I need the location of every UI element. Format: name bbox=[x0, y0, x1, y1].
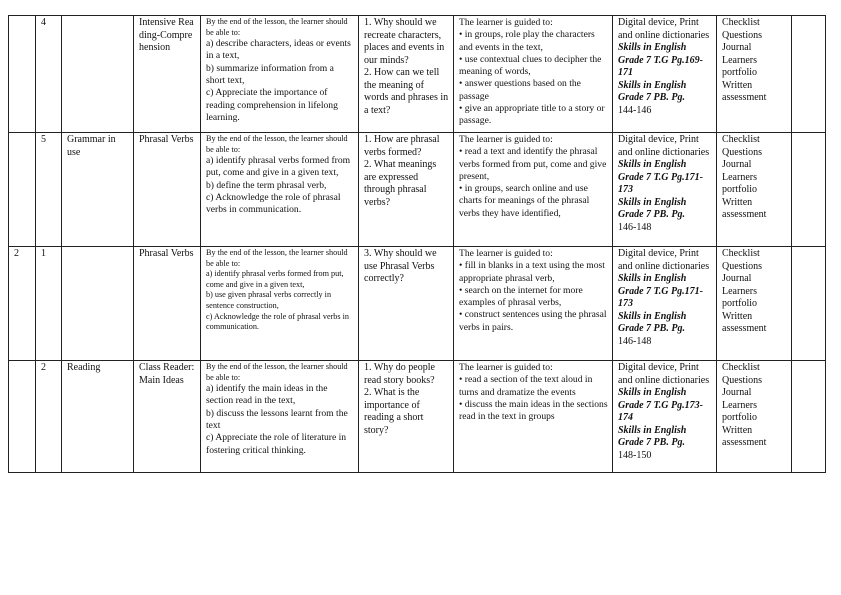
inquiry-questions-cell bbox=[359, 247, 454, 361]
resources-tg: Skills in English Grade 7 T.G Pg.169-171 bbox=[618, 42, 703, 78]
experiences-intro: The learner is guided to: bbox=[459, 248, 553, 259]
resources-tg: Skills in English Grade 7 T.G Pg.171-173 bbox=[618, 159, 703, 195]
resources-cell bbox=[613, 133, 717, 247]
remarks-cell bbox=[792, 133, 826, 247]
assessment-item: Checklist bbox=[722, 248, 760, 259]
resources-tg: Skills in English Grade 7 T.G Pg.173-174 bbox=[618, 387, 703, 423]
week-cell bbox=[9, 16, 36, 133]
experience-item: • read a section of the text aloud in turns and dramatize the events bbox=[459, 374, 593, 398]
strand-cell: Grammar in use bbox=[62, 133, 134, 247]
resources-cell bbox=[613, 247, 717, 361]
assessment-cell bbox=[717, 16, 792, 133]
outcome-item: c) Appreciate the importance of reading comprehension in lifelong learning. bbox=[206, 87, 338, 123]
inquiry-question: 3. Why should we use Phrasal Verbs correctly? bbox=[364, 248, 437, 284]
assessment-cell bbox=[717, 247, 792, 361]
experience-item: • search on the internet for more examples of phrasal verbs, bbox=[459, 284, 583, 309]
assessment-item: Written assessment bbox=[722, 196, 767, 220]
assessment-item: Written assessment bbox=[722, 79, 767, 103]
remarks-cell bbox=[792, 361, 826, 473]
assessment-item: Questions bbox=[722, 146, 762, 158]
inquiry-question: 2. What is the importance of reading a short story? bbox=[364, 387, 424, 436]
learning-experiences-cell bbox=[454, 361, 613, 473]
experiences-intro: The learner is guided to: bbox=[459, 17, 553, 28]
assessment-item: Checklist bbox=[722, 362, 760, 373]
outcome-item: a) describe characters, ideas or events in a text, bbox=[206, 38, 351, 62]
inquiry-question: 1. Why do people read story books? bbox=[364, 362, 435, 386]
outcome-item: a) identify the main ideas in the section read in the text, bbox=[206, 383, 328, 407]
table-row bbox=[9, 16, 826, 133]
outcome-item: b) discuss the lessons learnt from the text bbox=[206, 407, 348, 432]
outcome-item: c) Appreciate the role of literature in fostering critical thinking. bbox=[206, 432, 347, 456]
assessment-item: Checklist bbox=[722, 17, 760, 28]
learning-outcomes-cell bbox=[201, 247, 359, 361]
resources-plain: Digital device, Print and online dictionaries bbox=[618, 134, 710, 158]
table-row bbox=[9, 247, 826, 361]
resources-cell bbox=[613, 361, 717, 473]
experience-item: • construct sentences using the phrasal verbs in pairs. bbox=[459, 309, 607, 333]
outcome-item: c) Acknowledge the role of phrasal verbs in communication. bbox=[206, 311, 350, 332]
resources-plain: Digital device, Print and online dictionaries bbox=[618, 362, 710, 386]
outcomes-intro: By the end of the lesson, the learner should be able to: bbox=[206, 248, 348, 268]
outcomes-intro: By the end of the lesson, the learner should be able to: bbox=[206, 17, 348, 37]
inquiry-questions-cell bbox=[359, 16, 454, 133]
assessment-item: Questions bbox=[722, 374, 762, 386]
assessment-item: Journal bbox=[722, 273, 752, 284]
outcome-item: c) Acknowledge the role of phrasal verbs in communication. bbox=[206, 192, 341, 216]
learning-experiences-cell bbox=[454, 133, 613, 247]
remarks-cell bbox=[792, 16, 826, 133]
resources-pages: 144-146 bbox=[618, 104, 652, 116]
lesson-cell: 5 bbox=[36, 133, 62, 247]
resources-cell bbox=[613, 16, 717, 133]
experiences-intro: The learner is guided to: bbox=[459, 134, 553, 145]
assessment-item: Journal bbox=[722, 387, 752, 398]
assessment-item: Written assessment bbox=[722, 310, 767, 334]
assessment-item: Learners portfolio bbox=[722, 171, 757, 195]
scheme-of-work-table bbox=[8, 15, 826, 473]
strand-cell: Reading bbox=[62, 361, 134, 473]
assessment-item: Written assessment bbox=[722, 424, 767, 448]
resources-pb: Skills in English Grade 7 PB. Pg. bbox=[618, 196, 687, 220]
assessment-item: Questions bbox=[722, 260, 762, 272]
outcome-item: b) define the term phrasal verb, bbox=[206, 179, 327, 191]
inquiry-question: 2. How can we tell the meaning of words and phrases in a text? bbox=[364, 67, 449, 116]
week-cell: 2 bbox=[9, 247, 36, 361]
sub-strand-cell: Intensive Reading-Comprehension bbox=[134, 16, 201, 133]
experience-item: • use contextual clues to decipher the meaning of words, bbox=[459, 53, 602, 78]
inquiry-question: 1. How are phrasal verbs formed? bbox=[364, 134, 440, 158]
resources-pages: 146-148 bbox=[618, 335, 652, 347]
resources-plain: Digital device, Print and online dictionaries bbox=[618, 248, 710, 272]
experience-item: • in groups, role play the characters and events in the text, bbox=[459, 29, 595, 53]
outcome-item: a) identify phrasal verbs formed from put, come and give in a given text, bbox=[206, 155, 351, 179]
assessment-item: Checklist bbox=[722, 134, 760, 145]
resources-pb: Skills in English Grade 7 PB. Pg. bbox=[618, 310, 687, 334]
assessment-item: Journal bbox=[722, 42, 752, 53]
sub-strand-cell: Phrasal Verbs bbox=[134, 247, 201, 361]
table-row bbox=[9, 133, 826, 247]
inquiry-questions-cell bbox=[359, 361, 454, 473]
lesson-cell: 2 bbox=[36, 361, 62, 473]
resources-plain: Digital device, Print and online dictionaries bbox=[618, 17, 710, 41]
assessment-item: Learners portfolio bbox=[722, 399, 757, 423]
week-cell bbox=[9, 361, 36, 473]
lesson-cell: 1 bbox=[36, 247, 62, 361]
experience-item: • fill in blanks in a text using the most appropriate phrasal verb, bbox=[459, 260, 605, 284]
assessment-item: Journal bbox=[722, 159, 752, 170]
strand-cell bbox=[62, 16, 134, 133]
inquiry-question: 1. Why should we recreate characters, places and events in our minds? bbox=[364, 17, 445, 66]
outcome-item: b) summarize information from a short text, bbox=[206, 62, 334, 87]
resources-pb: Skills in English Grade 7 PB. Pg. bbox=[618, 424, 687, 448]
learning-experiences-cell bbox=[454, 16, 613, 133]
resources-pages: 148-150 bbox=[618, 449, 652, 461]
week-cell bbox=[9, 133, 36, 247]
learning-outcomes-cell bbox=[201, 361, 359, 473]
sub-strand-cell: Phrasal Verbs bbox=[134, 133, 201, 247]
outcome-item: b) use given phrasal verbs correctly in sentence construction, bbox=[206, 290, 332, 310]
experience-item: • discuss the main ideas in the sections read in the text in groups bbox=[459, 398, 608, 423]
experience-item: • read a text and identify the phrasal verbs formed from put, come and give present, bbox=[459, 146, 607, 182]
strand-cell bbox=[62, 247, 134, 361]
assessment-cell bbox=[717, 133, 792, 247]
outcomes-intro: By the end of the lesson, the learner should be able to: bbox=[206, 134, 348, 154]
resources-tg: Skills in English Grade 7 T.G Pg.171-173 bbox=[618, 273, 703, 309]
learning-outcomes-cell bbox=[201, 16, 359, 133]
assessment-item: Questions bbox=[722, 29, 762, 41]
experience-item: • in groups, search online and use charts for meanings of the phrasal verbs they have identified, bbox=[459, 183, 590, 219]
table-row bbox=[9, 361, 826, 473]
outcome-item: a) identify phrasal verbs formed from put, come and give in a given text, bbox=[206, 269, 344, 289]
outcomes-intro: By the end of the lesson, the learner should be able to: bbox=[206, 362, 348, 382]
assessment-item: Learners portfolio bbox=[722, 285, 757, 309]
resources-pages: 146-148 bbox=[618, 221, 652, 233]
resources-pb: Skills in English Grade 7 PB. Pg. bbox=[618, 79, 687, 103]
learning-outcomes-cell bbox=[201, 133, 359, 247]
remarks-cell bbox=[792, 247, 826, 361]
experience-item: • answer questions based on the passage bbox=[459, 78, 581, 102]
inquiry-questions-cell bbox=[359, 133, 454, 247]
assessment-item: Learners portfolio bbox=[722, 54, 757, 78]
lesson-cell: 4 bbox=[36, 16, 62, 133]
assessment-cell bbox=[717, 361, 792, 473]
experiences-intro: The learner is guided to: bbox=[459, 362, 553, 373]
learning-experiences-cell bbox=[454, 247, 613, 361]
sub-strand-cell: Class Reader: Main Ideas bbox=[134, 361, 201, 473]
experience-item: • give an appropriate title to a story or passage. bbox=[459, 103, 605, 127]
inquiry-question: 2. What meanings are expressed through phrasal verbs? bbox=[364, 159, 437, 208]
